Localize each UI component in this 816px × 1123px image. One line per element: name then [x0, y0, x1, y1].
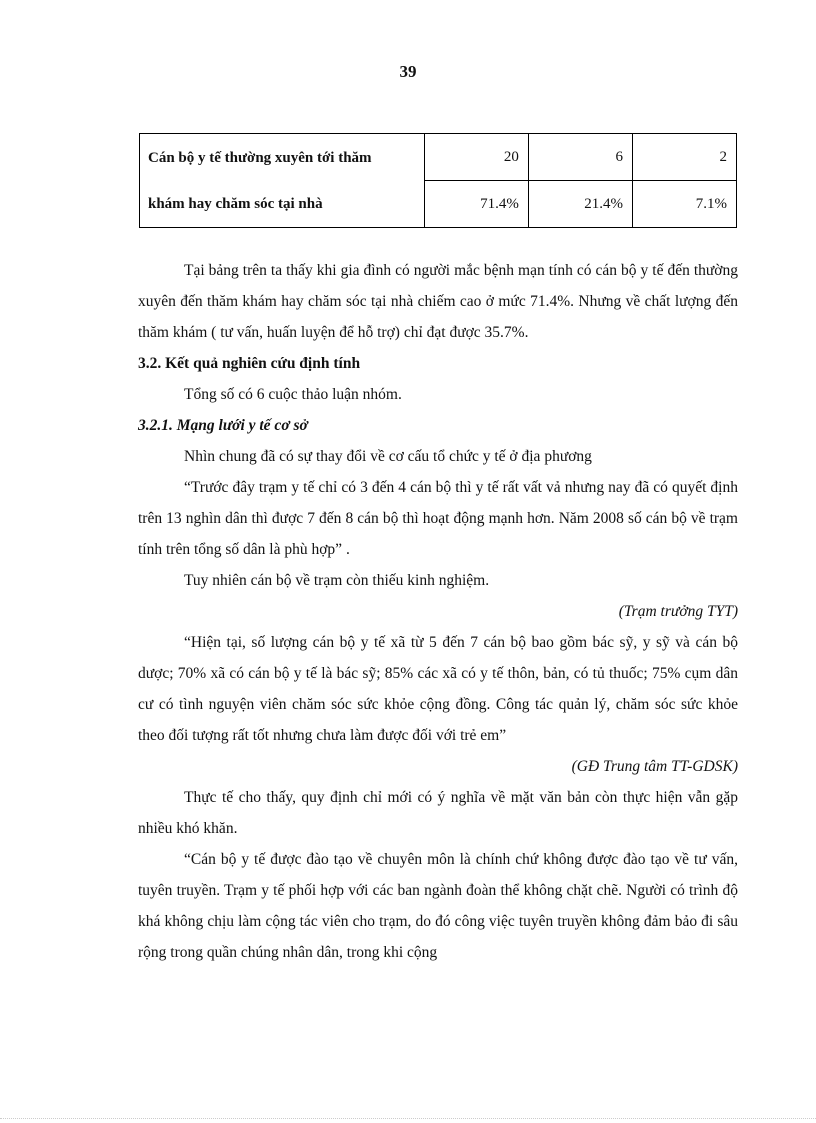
attribution: (GĐ Trung tâm TT-GDSK): [571, 758, 738, 775]
section-heading: 3.2. Kết quả nghiên cứu định tính: [138, 355, 361, 372]
body-text: [138, 255, 738, 968]
table-row: [140, 134, 737, 181]
table-label-line-1: Cán bộ y tế thường xuyên tới thăm: [148, 149, 372, 166]
subsection-heading: 3.2.1. Mạng lưới y tế cơ sở: [138, 417, 308, 434]
quote-paragraph: “Hiện tại, số lượng cán bộ y tế xã từ 5 đến 7 cán bộ bao gồm bác sỹ, y sỹ và cán bộ dược; 70% xã có cán bộ y tế là bác sỹ; 85% các xã có y tế thôn, bản, có tủ thuốc; 75% cụm dân cư có tình nguyện viên chăm sóc sức khỏe cộng đồng. Công tác quản lý, chăm sóc sức khỏe theo đối tượng rất tốt nhưng chưa làm được đối với trẻ em”: [138, 634, 738, 744]
table-label-line-2: khám hay chăm sóc tại nhà: [148, 195, 323, 212]
page-footer-rule: [0, 1118, 816, 1119]
page-number: 39: [399, 62, 417, 81]
quote-paragraph: “Trước đây trạm y tế chỉ có 3 đến 4 cán bộ thì y tế rất vất vả nhưng nay đã có quyết định trên 13 nghìn dân thì được 7 đến 8 cán bộ thì hoạt động mạnh hơn. Năm 2008 số cán bộ về trạm tính trên tổng số dân là phù hợp” .: [138, 479, 738, 558]
attribution: (Trạm trưởng TYT): [618, 603, 738, 620]
results-table: [139, 133, 737, 228]
count-cell: 6: [528, 134, 632, 181]
percent-cell: 7.1%: [632, 181, 736, 228]
count-cell: 2: [632, 134, 736, 181]
reality-paragraph: Thực tế cho thấy, quy định chỉ mới có ý nghĩa về mặt văn bản còn thực hiện vẫn gặp nhiều khó khăn.: [138, 789, 738, 837]
percent-cell: 21.4%: [528, 181, 632, 228]
lack-experience-paragraph: Tuy nhiên cán bộ về trạm còn thiếu kinh nghiệm.: [184, 572, 490, 589]
table-row-label: [140, 134, 425, 228]
count-cell: 20: [424, 134, 528, 181]
group-count-paragraph: Tổng số có 6 cuộc thảo luận nhóm.: [184, 386, 402, 403]
percent-cell: 71.4%: [424, 181, 528, 228]
analysis-paragraph: Tại bảng trên ta thấy khi gia đình có người mắc bệnh mạn tính có cán bộ y tế đến thường xuyên đến thăm khám hay chăm sóc tại nhà chiếm cao ở mức 71.4%. Nhưng về chất lượng đến thăm khám ( tư vấn, huấn luyện để hỗ trợ) chỉ đạt được 35.7%.: [138, 262, 738, 341]
quote-paragraph: “Cán bộ y tế được đào tạo về chuyên môn là chính chứ không được đào tạo về tư vấn, tuyên truyền. Trạm y tế phối hợp với các ban ngành đoàn thể không chặt chẽ. Người có trình độ khá không chịu làm cộng tác viên cho trạm, do đó công việc tuyên truyền không đảm bảo đi sâu rộng trong quần chúng nhân dân, trong khi cộng: [138, 851, 738, 961]
overview-paragraph: Nhìn chung đã có sự thay đổi về cơ cấu tổ chức y tế ở địa phương: [184, 448, 592, 465]
